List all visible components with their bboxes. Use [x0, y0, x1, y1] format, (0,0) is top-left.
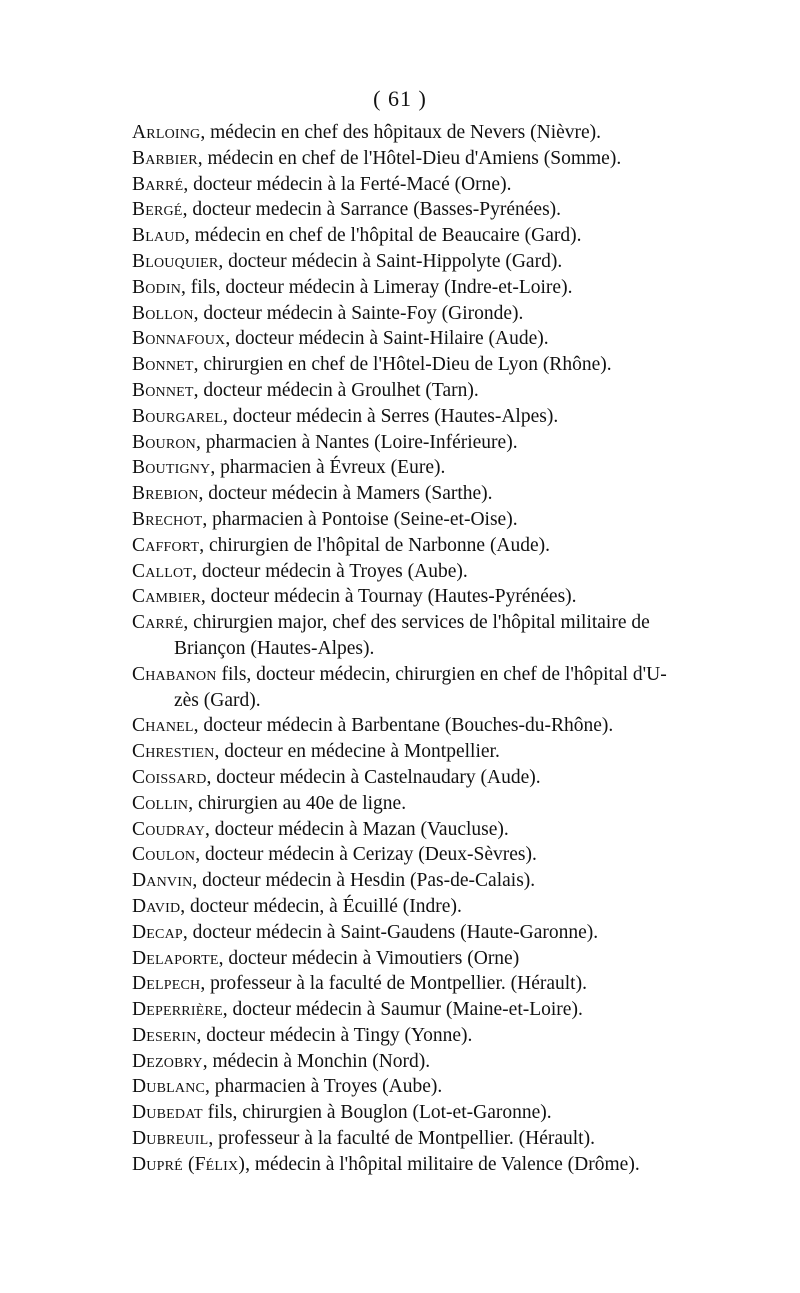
- entry-name: Arloing: [132, 122, 201, 143]
- entry-description: , docteur médecin à Saint-Hilaire (Aude).: [225, 328, 549, 350]
- entry-name: Bergé: [132, 199, 183, 221]
- entry-name: Bonnafoux: [132, 328, 226, 350]
- entry-description: , médecin en chef de l'hôpital de Beaucaire (Gard).: [184, 225, 582, 247]
- entry-name: Bollon: [132, 302, 194, 324]
- list-item: [132, 1126, 692, 1152]
- entry-name: Delpech: [132, 973, 201, 995]
- list-item: [132, 894, 692, 920]
- list-item: [132, 197, 692, 223]
- list-item: [132, 352, 692, 378]
- entry-name: Chrestien: [132, 741, 215, 763]
- entry-name: Blaud: [132, 225, 185, 247]
- entry-name: Barbier: [132, 147, 198, 169]
- list-item: [132, 920, 692, 946]
- entry-name: Dezobry: [132, 1050, 203, 1072]
- entry-description: , professeur à la faculté de Montpellier. (Hérault).: [208, 1128, 595, 1150]
- entry-name: Deperrière: [132, 999, 223, 1021]
- entry-description: , docteur medecin à Sarrance (Basses-Pyrénées).: [182, 199, 562, 221]
- list-item: [132, 430, 692, 456]
- list-item: [132, 713, 692, 739]
- entry-name: Bonnet: [132, 354, 194, 376]
- entry-description: , chirurgien de l'hôpital de Narbonne (Aude).: [199, 534, 551, 556]
- entry-description: , docteur médecin à Serres (Hautes-Alpes).: [223, 405, 559, 427]
- entry-description: , médecin à Monchin (Nord).: [202, 1050, 431, 1072]
- page-number: ( 61 ): [373, 86, 427, 111]
- entry-list: [132, 120, 692, 1178]
- list-item: [132, 559, 692, 585]
- entry-description: , médecin en chef des hôpitaux de Nevers (Nièvre).: [200, 122, 602, 143]
- entry-name: Chanel: [132, 715, 194, 737]
- entry-name: Collin: [132, 792, 189, 814]
- entry-name: Dubreuil: [132, 1128, 209, 1150]
- entry-description: , chirurgien major, chef des services de l'hôpital militaire de: [183, 612, 650, 634]
- list-item: [132, 868, 692, 894]
- entry-description: , docteur médecin à Barbentane (Bouches-du-Rhône).: [193, 715, 614, 737]
- entry-name: Bonnet: [132, 379, 194, 401]
- entry-description: fils, chirurgien à Bouglon (Lot-et-Garonne).: [202, 1102, 552, 1124]
- entry-name: Bouron: [132, 431, 196, 453]
- list-item: [132, 249, 692, 275]
- list-item: [132, 146, 692, 172]
- entry-name: Dupré (Félix): [132, 1153, 246, 1175]
- entry-continuation: zès (Gard).: [174, 689, 261, 711]
- entry-description: , docteur médecin à Castelnaudary (Aude).: [206, 766, 541, 788]
- list-item: [132, 946, 692, 972]
- entry-name: Brechot: [132, 508, 203, 530]
- list-item: [132, 326, 692, 352]
- entry-name: Boutigny: [132, 457, 211, 479]
- list-item: [132, 791, 692, 817]
- entry-description: , docteur médecin à Troyes (Aube).: [192, 560, 468, 582]
- list-item: [132, 1049, 692, 1075]
- entry-name: Coudray: [132, 818, 206, 840]
- list-item: [132, 1023, 692, 1049]
- list-item: [132, 971, 692, 997]
- entry-description: , docteur médecin à Groulhet (Tarn).: [193, 379, 479, 401]
- entry-name: Decap: [132, 921, 183, 943]
- list-item: [132, 739, 692, 765]
- entry-description: , docteur médecin à la Ferté-Macé (Orne).: [183, 173, 512, 195]
- entry-description: , docteur médecin à Tingy (Yonne).: [196, 1024, 473, 1046]
- entry-name: Brebion: [132, 483, 199, 505]
- entry-name: Deserin: [132, 1024, 197, 1046]
- entry-description: , professeur à la faculté de Montpellier. (Hérault).: [200, 973, 587, 995]
- list-item: [132, 172, 692, 198]
- list-item: [132, 662, 692, 714]
- list-item: [132, 481, 692, 507]
- list-item: [132, 1074, 692, 1100]
- entry-name: Dublanc: [132, 1076, 206, 1098]
- entry-description: , fils, docteur médecin à Limeray (Indre-et-Loire).: [181, 276, 573, 298]
- entry-name: Coulon: [132, 844, 196, 866]
- entry-description: , docteur médecin, à Écuillé (Indre).: [180, 895, 462, 917]
- entry-name: Danvin: [132, 870, 193, 892]
- entry-name: Caffort: [132, 534, 200, 556]
- entry-description: , docteur médecin à Sainte-Foy (Gironde).: [193, 302, 524, 324]
- entry-description: , docteur médecin à Cerizay (Deux-Sèvres).: [195, 844, 537, 866]
- list-item: [132, 275, 692, 301]
- entry-name: Dubedat: [132, 1102, 203, 1124]
- entry-description: , docteur médecin à Vimoutiers (Orne): [218, 947, 520, 969]
- entry-description: , chirurgien en chef de l'Hôtel-Dieu de Lyon (Rhône).: [193, 354, 612, 376]
- entry-name: Coissard: [132, 766, 207, 788]
- entry-description: , docteur médecin à Saumur (Maine-et-Loire).: [222, 999, 583, 1021]
- list-item: [132, 817, 692, 843]
- list-item: [132, 223, 692, 249]
- entry-description: , pharmacien à Troyes (Aube).: [205, 1076, 443, 1098]
- entry-description: , médecin en chef de l'Hôtel-Dieu d'Amiens (Somme).: [197, 147, 622, 169]
- entry-description: , docteur médecin à Mamers (Sarthe).: [198, 483, 493, 505]
- entry-description: , docteur en médecine à Montpellier.: [214, 741, 500, 763]
- entry-description: , docteur médecin à Saint-Gaudens (Haute-Garonne).: [182, 921, 599, 943]
- list-item: [132, 1100, 692, 1126]
- list-item: [132, 765, 692, 791]
- entry-name: Barré: [132, 173, 184, 195]
- entry-description: , docteur médecin à Mazan (Vaucluse).: [205, 818, 509, 840]
- list-item: [132, 301, 692, 327]
- entry-description: fils, docteur médecin, chirurgien en chef de l'hôpital d'U-: [216, 663, 667, 685]
- entry-name: Carré: [132, 612, 184, 634]
- list-item: [132, 378, 692, 404]
- entry-name: Callot: [132, 560, 193, 582]
- entry-description: , docteur médecin à Tournay (Hautes-Pyrénées).: [200, 586, 577, 608]
- list-item: [132, 404, 692, 430]
- list-item: [132, 1152, 692, 1178]
- entry-description: , pharmacien à Évreux (Eure).: [210, 457, 446, 479]
- entry-name: Delaporte: [132, 947, 219, 969]
- entry-name: Cambier: [132, 586, 201, 608]
- list-item: [132, 584, 692, 610]
- entry-name: Bodin: [132, 276, 181, 298]
- entry-description: , pharmacien à Nantes (Loire-Inférieure).: [196, 431, 518, 453]
- entry-name: David: [132, 895, 181, 917]
- entry-description: , chirurgien au 40e de ligne.: [188, 792, 407, 814]
- list-item: [132, 455, 692, 481]
- entry-description: , docteur médecin à Hesdin (Pas-de-Calais).: [192, 870, 536, 892]
- list-item: [132, 507, 692, 533]
- entry-description: , docteur médecin à Saint-Hippolyte (Gard).: [218, 250, 563, 272]
- entry-name: Blouquier: [132, 250, 219, 272]
- list-item: [132, 997, 692, 1023]
- entry-description: , pharmacien à Pontoise (Seine-et-Oise).: [202, 508, 518, 530]
- list-item: [132, 533, 692, 559]
- entry-name: Chabanon: [132, 663, 217, 685]
- entry-continuation: Briançon (Hautes-Alpes).: [174, 637, 375, 659]
- list-item: [132, 842, 692, 868]
- entry-name: Bourgarel: [132, 405, 224, 427]
- list-item: [132, 120, 692, 146]
- entry-description: , médecin à l'hôpital militaire de Valence (Drôme).: [245, 1153, 640, 1175]
- list-item: [132, 610, 692, 662]
